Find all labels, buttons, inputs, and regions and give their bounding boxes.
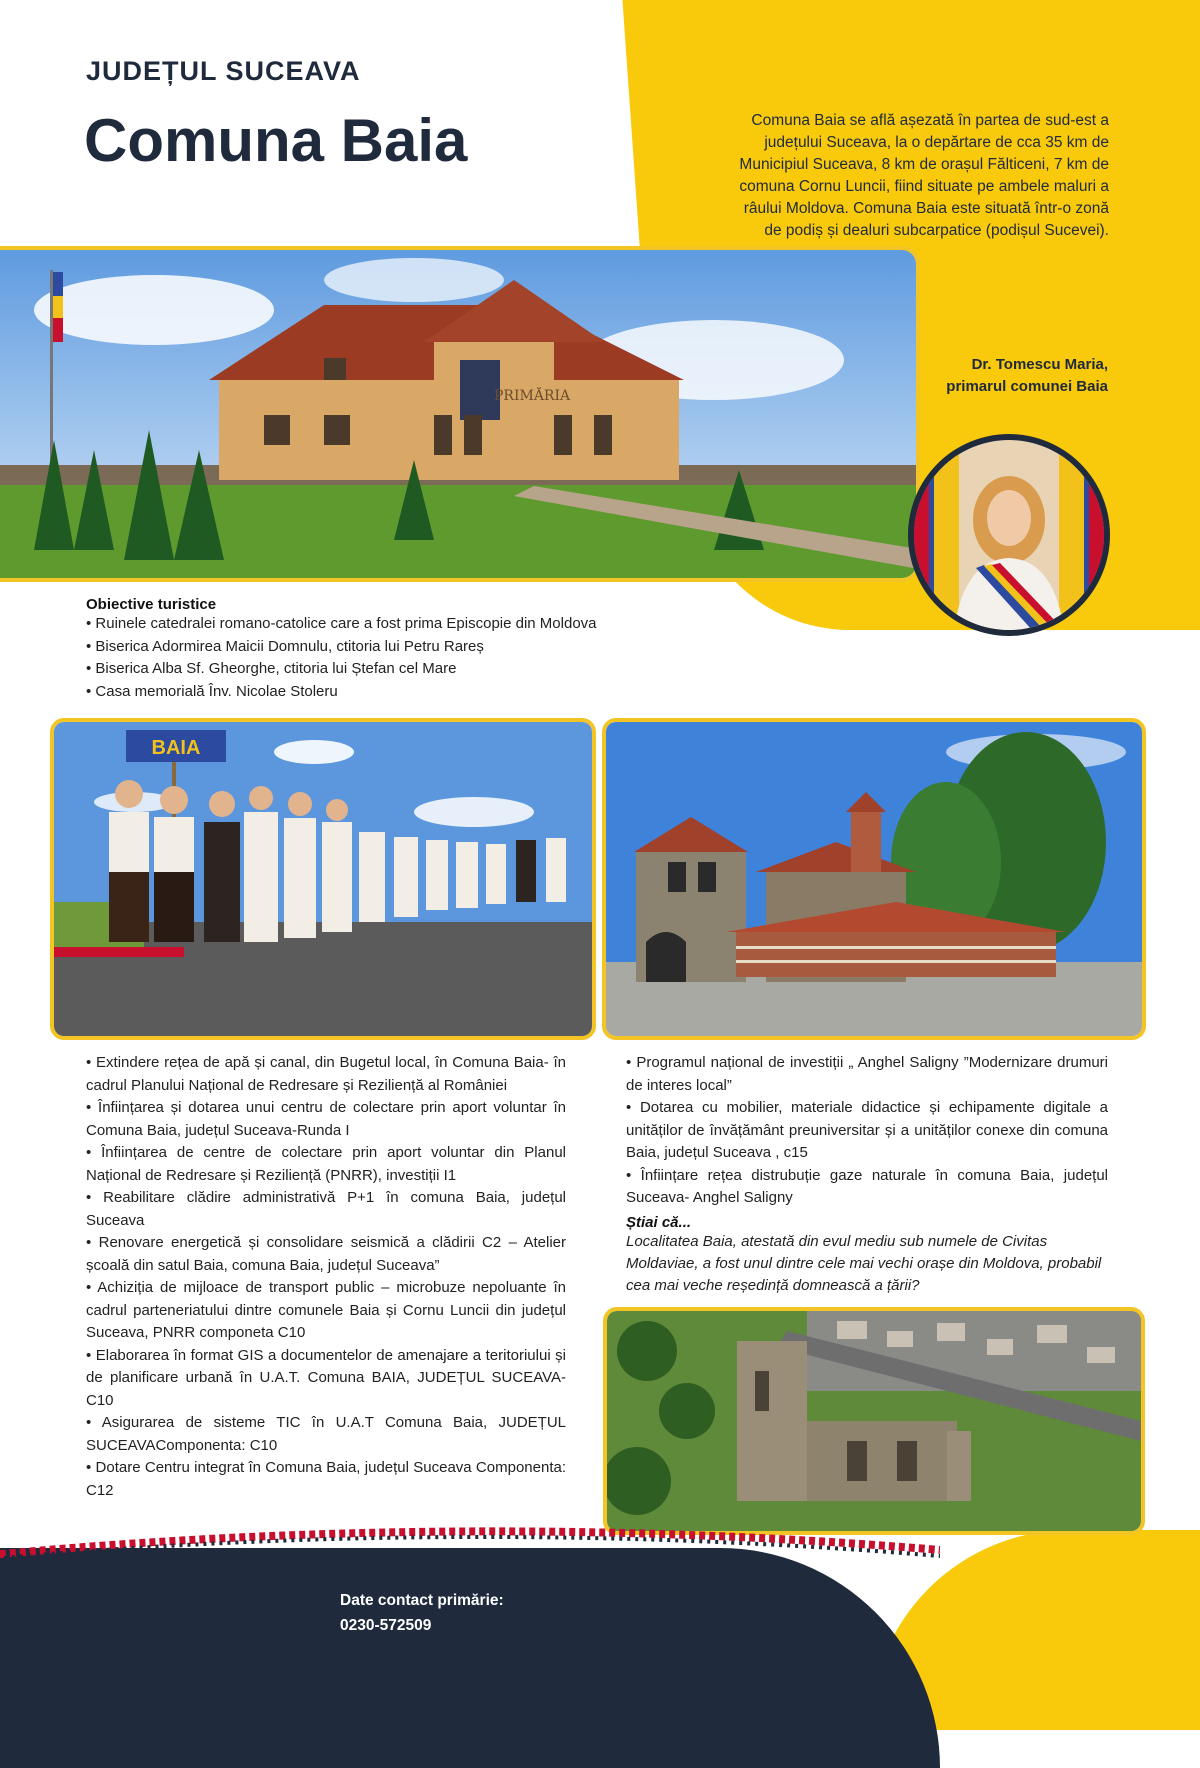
list-item: • Înființarea și dotarea unui centru de colectare prin aport voluntar în Comuna Baia, județul Suceava-Runda I <box>86 1099 566 1139</box>
intro-paragraph: Comuna Baia se află așezată în partea de sud-est a județului Suceava, la o depărtare de cca 35 km de Municipiul Suceava, 8 km de orașul Fălticeni, 7 km de comuna Cornu Luncii, fiind situate pe ambele maluri a râului Moldova. Comuna Baia este situată într-o zonă de podiș și dealuri subcarpatice (podișul Sucevei). <box>739 112 1109 239</box>
ornament-pattern-icon <box>0 1520 940 1560</box>
list-item: • Renovare energetică și consolidare seismică a clădirii C2 – Atelier școală din satul Baia, comuna Baia, județul Suceava” <box>86 1234 566 1274</box>
banner-text: BAIA <box>151 737 201 759</box>
folk-parade-illustration <box>54 722 592 1036</box>
contact-info <box>340 1588 504 1638</box>
list-item: • Casa memorială Înv. Nicolae Stoleru <box>86 682 338 700</box>
page-title: Comuna Baia <box>84 107 468 174</box>
list-item: • Achiziția de mijloace de transport public – microbuze nepoluante în cadrul parteneriatului dintre comunele Baia și Cornu Luncii din județul Suceava, PNRR componeta C10 <box>86 1279 566 1341</box>
projects-left-list <box>86 1052 566 1502</box>
mayor-role: primarul comunei Baia <box>946 378 1108 395</box>
projects-right-list <box>626 1052 1108 1210</box>
list-item: • Asigurarea de sisteme TIC în U.A.T Comuna Baia, JUDEȚUL SUCEAVAComponenta: C10 <box>86 1414 566 1454</box>
mayor-portrait <box>908 434 1110 636</box>
did-you-know-heading: Știai că... <box>626 1214 692 1231</box>
list-item: • Dotare Centru integrat în Comuna Baia, județul Suceava Componenta: C12 <box>86 1459 566 1499</box>
projects-left-column <box>86 1052 566 1502</box>
did-you-know <box>626 1214 1112 1297</box>
traditional-ornament <box>0 1520 940 1560</box>
list-item: • Înființare rețea distrubuție gaze naturale în comuna Baia, județul Suceava- Anghel Saligny <box>626 1166 1108 1206</box>
church-photo <box>602 718 1146 1040</box>
contact-phone[interactable]: 0230-572509 <box>340 1617 432 1634</box>
town-hall-photo <box>0 246 920 582</box>
list-item: • Înființarea de centre de colectare prin aport voluntar din Planul Național de Redresare și Reziliență (PNRR), investiții I1 <box>86 1144 566 1184</box>
list-item: • Ruinele catedralei romano-catolice care a fost prima Episcopie din Moldova <box>86 615 597 632</box>
footer-band <box>0 1548 940 1768</box>
region-title: JUDEȚUL SUCEAVA <box>86 56 361 86</box>
list-item: • Dotarea cu mobilier, materiale didactice și echipamente digitale a unităților de învățământ preuniversitar și a unităților conexe din comuna Baia, județul Suceava , c15 <box>626 1099 1108 1161</box>
tourist-objectives <box>86 596 726 703</box>
did-you-know-text: Localitatea Baia, atestată din evul mediu sub numele de Civitas Moldaviae, a fost unul dintre cele mai vechi orașe din Moldova, probabil cea mai veche reședință domnească a țării? <box>626 1233 1102 1294</box>
mayor-portrait-image <box>914 440 1104 630</box>
church-illustration <box>606 722 1142 1036</box>
town-hall-illustration <box>0 250 920 582</box>
folk-parade-photo <box>50 718 596 1040</box>
list-item: • Biserica Alba Sf. Gheorghe, ctitoria lui Ștefan cel Mare <box>86 660 457 677</box>
town-hall-sign: PRIMĂRIA <box>494 388 571 404</box>
contact-label: Date contact primărie: <box>340 1592 504 1609</box>
portrait-illustration <box>914 440 1104 630</box>
list-item: • Elaborarea în format GIS a documentelor de amenajare a teritoriului și de planificare urbană în U.A.T. Comuna BAIA, JUDEȚUL SUCEAVA- C10 <box>86 1346 566 1409</box>
list-item: • Biserica Adormirea Maicii Domnulu, ctitoria lui Petru Rareș <box>86 637 484 655</box>
ruins-photo <box>603 1307 1145 1535</box>
list-item: • Programul național de investiții „ Anghel Saligny ”Modernizare drumuri de interes local” <box>626 1054 1108 1094</box>
ruins-illustration <box>607 1311 1141 1531</box>
objectives-heading: Obiective turistice <box>86 596 217 613</box>
list-item: • Extindere rețea de apă și canal, din Bugetul local, în Comuna Baia- în cadrul Planului Național de Redresare și Reziliență al României <box>86 1054 566 1094</box>
projects-right-column <box>626 1052 1108 1210</box>
mayor-name: Dr. Tomescu Maria, <box>971 356 1108 373</box>
list-item: • Reabilitare clădire administrativă P+1 în comuna Baia, județul Suceava <box>86 1189 566 1229</box>
objectives-list <box>86 613 726 703</box>
